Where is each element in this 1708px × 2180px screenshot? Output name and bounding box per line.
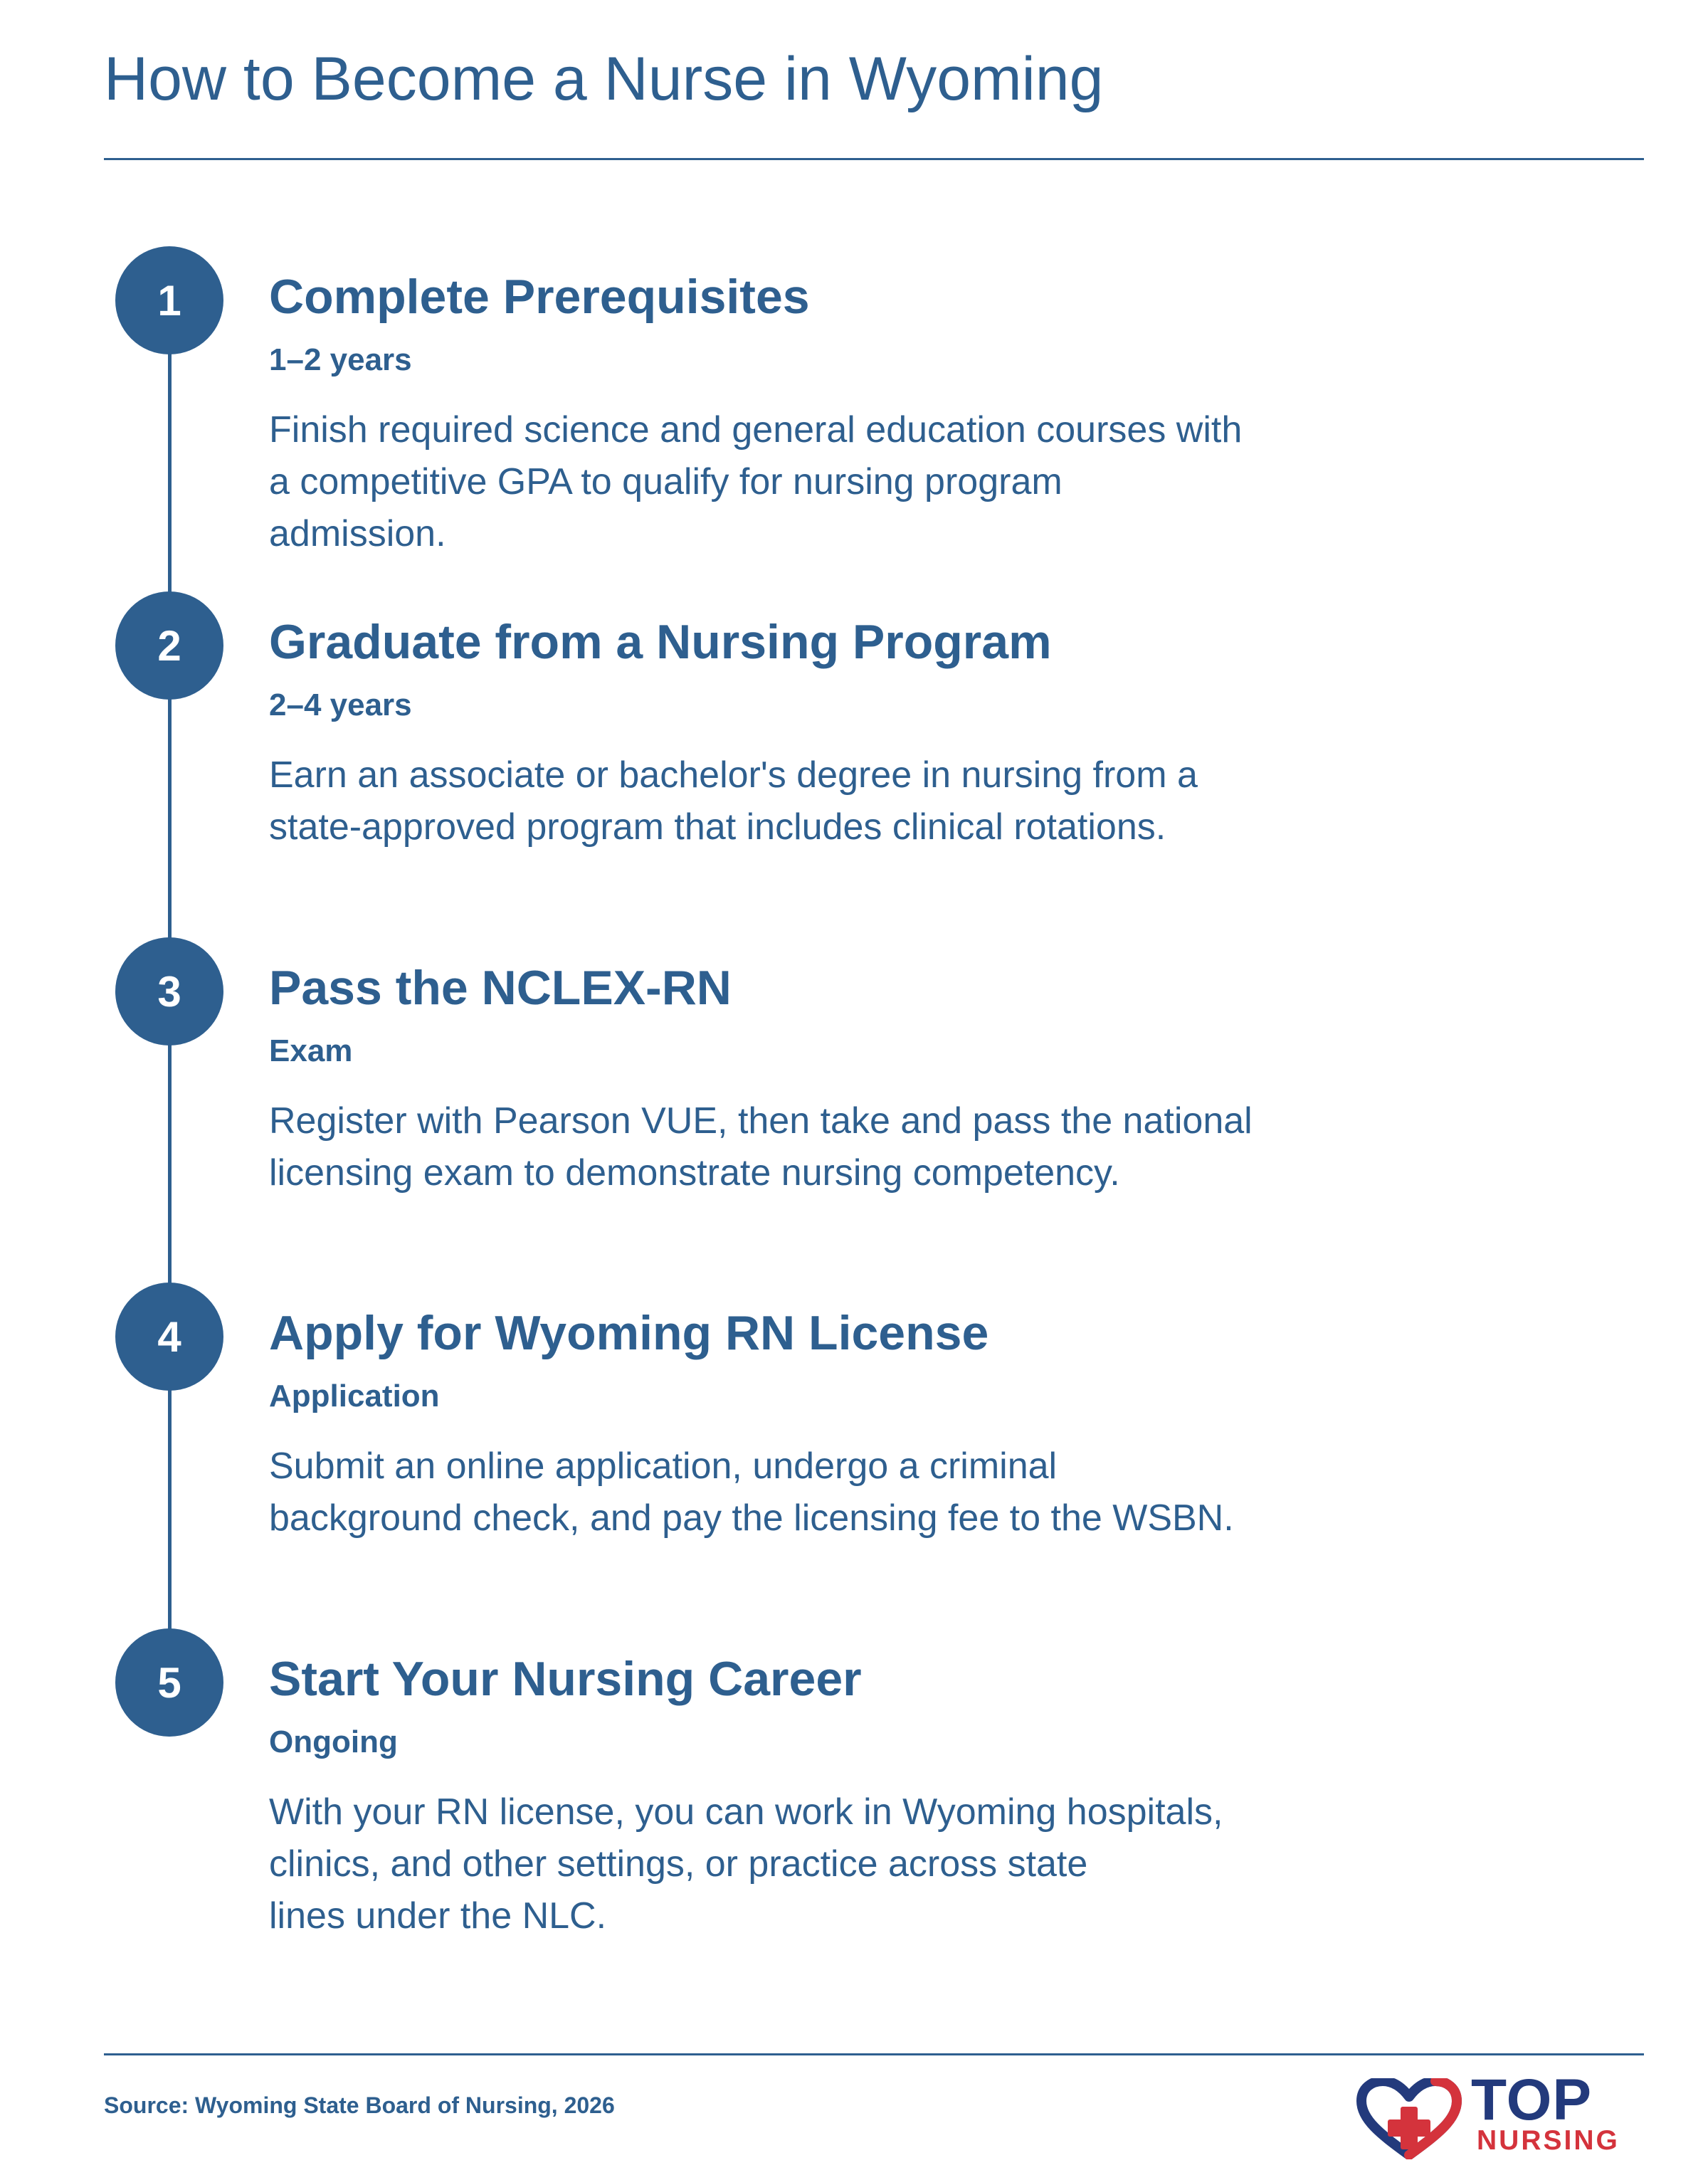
heart-cross-icon [1356,2078,1462,2159]
logo-wordmark-nursing: NURSING [1477,2125,1620,2156]
step-number-badge: 2 [115,591,223,700]
source-note: Source: Wyoming State Board of Nursing, 2026 [104,2092,615,2118]
page-title: How to Become a Nurse in Wyoming [104,45,1104,113]
description-line: Earn an associate or bachelor's degree in nursing from a [269,754,1198,796]
step-description [269,1441,1379,1544]
description-line: Finish required science and general education courses with [269,409,1243,451]
description-line: licensing exam to demonstrate nursing competency. [269,1152,1120,1194]
header-divider [104,158,1644,160]
step-duration: 1–2 years [269,342,412,377]
step-number-badge: 3 [115,937,223,1046]
brand-logo [1356,2068,1644,2162]
step-title: Complete Prerequisites [269,270,810,324]
step-description [269,404,1379,560]
step-description [269,749,1379,853]
step-duration: Exam [269,1033,353,1068]
footer-divider [104,2053,1644,2055]
step-title: Apply for Wyoming RN License [269,1306,989,1360]
logo-wordmark-top: TOP [1471,2068,1593,2132]
step-duration: 2–4 years [269,688,412,722]
step-number-badge: 4 [115,1283,223,1391]
step-number-badge: 1 [115,246,223,354]
step-number-badge: 5 [115,1628,223,1737]
description-line: Register with Pearson VUE, then take and pass the national [269,1100,1253,1142]
description-line: background check, and pay the licensing fee to the WSBN. [269,1497,1234,1539]
step-title: Graduate from a Nursing Program [269,615,1052,669]
step-duration: Application [269,1379,440,1413]
step-description [269,1095,1379,1199]
step-description [269,1786,1379,1942]
description-line: clinics, and other settings, or practice across state [269,1843,1088,1885]
description-line: lines under the NLC. [269,1895,607,1937]
step-title: Start Your Nursing Career [269,1652,862,1706]
description-line: a competitive GPA to qualify for nursing program [269,461,1063,502]
step-duration: Ongoing [269,1724,398,1759]
description-line: With your RN license, you can work in Wyoming hospitals, [269,1791,1223,1833]
description-line: Submit an online application, undergo a criminal [269,1446,1058,1487]
step-title: Pass the NCLEX-RN [269,961,732,1015]
description-line: state-approved program that includes clinical rotations. [269,806,1166,848]
description-line: admission. [269,513,446,554]
